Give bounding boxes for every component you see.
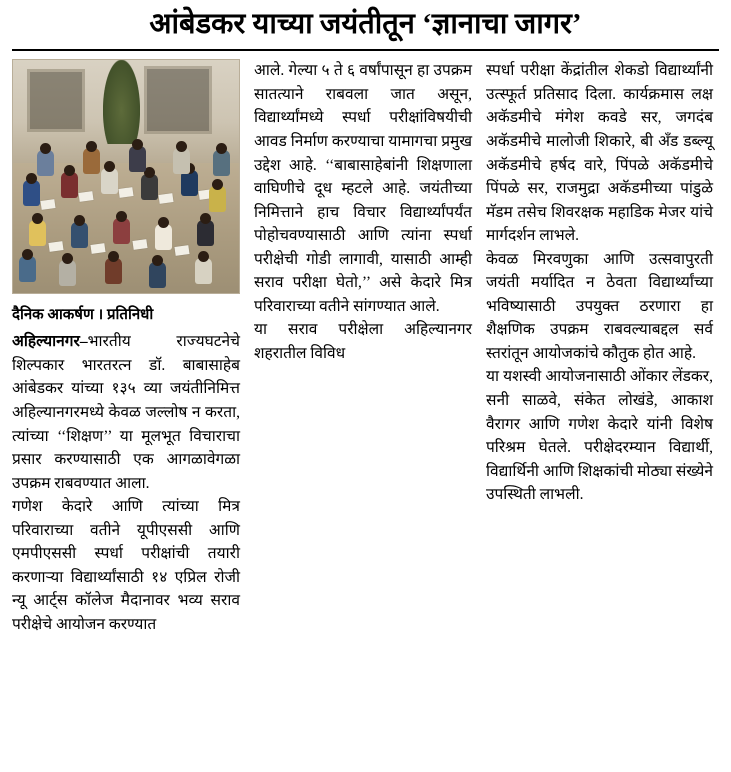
- headline-divider: [12, 49, 719, 51]
- article-body-middle: [254, 59, 472, 365]
- photo-student: [113, 218, 130, 244]
- column-middle: [254, 59, 472, 759]
- paragraph: या सराव परीक्षेला अहिल्यानगर शहरातील विविध: [254, 321, 472, 362]
- photo-student: [209, 186, 226, 212]
- article-columns: [0, 59, 731, 759]
- article-body-left: [12, 330, 240, 636]
- photo-student: [149, 262, 166, 288]
- photo-student: [195, 258, 212, 284]
- photo-student: [181, 170, 198, 196]
- paragraph: [12, 330, 240, 495]
- article-photo: [12, 59, 240, 294]
- column-right: [486, 59, 713, 759]
- photo-student: [61, 172, 78, 198]
- photo-student: [101, 168, 118, 194]
- article-body-right: [486, 59, 713, 506]
- photo-student: [213, 150, 230, 176]
- photo-student: [197, 220, 214, 246]
- photo-student: [173, 148, 190, 174]
- page-title: आंबेडकर याच्या जयंतीतून ‘ज्ञानाचा जागर’: [149, 8, 582, 40]
- dateline: अहिल्यानगर–: [12, 333, 88, 351]
- photo-student: [37, 150, 54, 176]
- photo-tree: [103, 60, 139, 144]
- photo-student: [83, 148, 100, 174]
- photo-student: [23, 180, 40, 206]
- paragraph: केवळ मिरवणुका आणि उत्सवापुरती जयंती मर्यादित न ठेवता विद्यार्थ्यांच्या भविष्यासाठी उपयुक्त ठरणारा हा शैक्षणिक उपक्रम राबवल्याबद्दल सर्व स्तरांतून आयोजकांचे कौतुक होत आहे.: [486, 250, 713, 362]
- photo-student: [155, 224, 172, 250]
- photo-student: [29, 220, 46, 246]
- paragraph-text: भारतीय राज्यघटनेचे शिल्पकार भारतरत्न डॉ. बाबासाहेब आंबेडकर यांच्या १३५ व्या जयंतीनिमित्त अहिल्यानगरमध्ये केवळ जल्लोष न करता, त्यांच्या ‘‘शिक्षण’’ या मूलभूत विचाराचा प्रसार करण्यासाठी एक आगळावेगळा उपक्रम राबवण्यात आला.: [12, 333, 240, 492]
- paragraph: गणेश केदारे आणि त्यांच्या मित्र परिवाराच्या वतीने यूपीएससी आणि एमपीएससी स्पर्धा परीक्षांची तयारी करणाऱ्या विद्यार्थ्यांसाठी १४ एप्रिल रोजी न्यू आर्ट्स कॉलेज मैदानावर भव्य सराव परीक्षेचे आयोजन करण्यात: [12, 498, 240, 633]
- photo-student: [71, 222, 88, 248]
- photo-student: [105, 258, 122, 284]
- column-left: [12, 59, 240, 759]
- photo-student: [141, 174, 158, 200]
- photo-student: [59, 260, 76, 286]
- paragraph: या यशस्वी आयोजनासाठी ओंकार लेंडकर, सनी साळवे, संकेत लोखंडे, आकाश वैरागर आणि गणेश केदारे यांनी विशेष परिश्रम घेतले. परीक्षेदरम्यान विद्यार्थी, विद्यार्थिनी आणि शिक्षकांची मोठ्या संख्येने उपस्थिती लाभली.: [486, 368, 713, 504]
- photo-student: [129, 146, 146, 172]
- photo-student: [19, 256, 36, 282]
- paragraph: स्पर्धा परीक्षा केंद्रांतील शेकडो विद्यार्थ्यांनी उत्स्फूर्त प्रतिसाद दिला. कार्यक्रमास लक्ष अकॅडमीचे मंगेश कवडे सर, जगदंब अकॅडमीचे मालोजी शिकारे, बी अँड डब्ल्यू अकॅडमीचे हर्षद वारे, पिंपळे अकॅडमीचे पिंपळे सर, राजमुद्रा अकॅडमीच्या पांडुळे मॅडम तसेच शिवरक्षक महाडिक मेजर यांचे मार्गदर्शन लाभले.: [486, 62, 713, 245]
- paragraph: आले. गेल्या ५ ते ६ वर्षांपासून हा उपक्रम सातत्याने राबवला जात असून, विद्यार्थ्यांमध्ये स्पर्धा परीक्षांविषयीची आवड निर्माण करण्याचा यामागचा प्रमुख उद्देश आहे. ‘‘बाबासाहेबांनी शिक्षणाला वाघिणीचे दूध म्हटले आहे. जयंतीच्या निमित्ताने हाच विचार विद्यार्थ्यांपर्यंत पोहोचवण्यासाठी आणि त्यांना स्पर्धा परीक्षेची गोडी लागावी, यासाठी आम्ही सराव परीक्षा घेतो,’’ असे केदारे मित्र परिवाराच्या वतीने सांगण्यात आले.: [254, 62, 472, 315]
- byline: दैनिक आकर्षण । प्रतिनिधी: [12, 307, 154, 324]
